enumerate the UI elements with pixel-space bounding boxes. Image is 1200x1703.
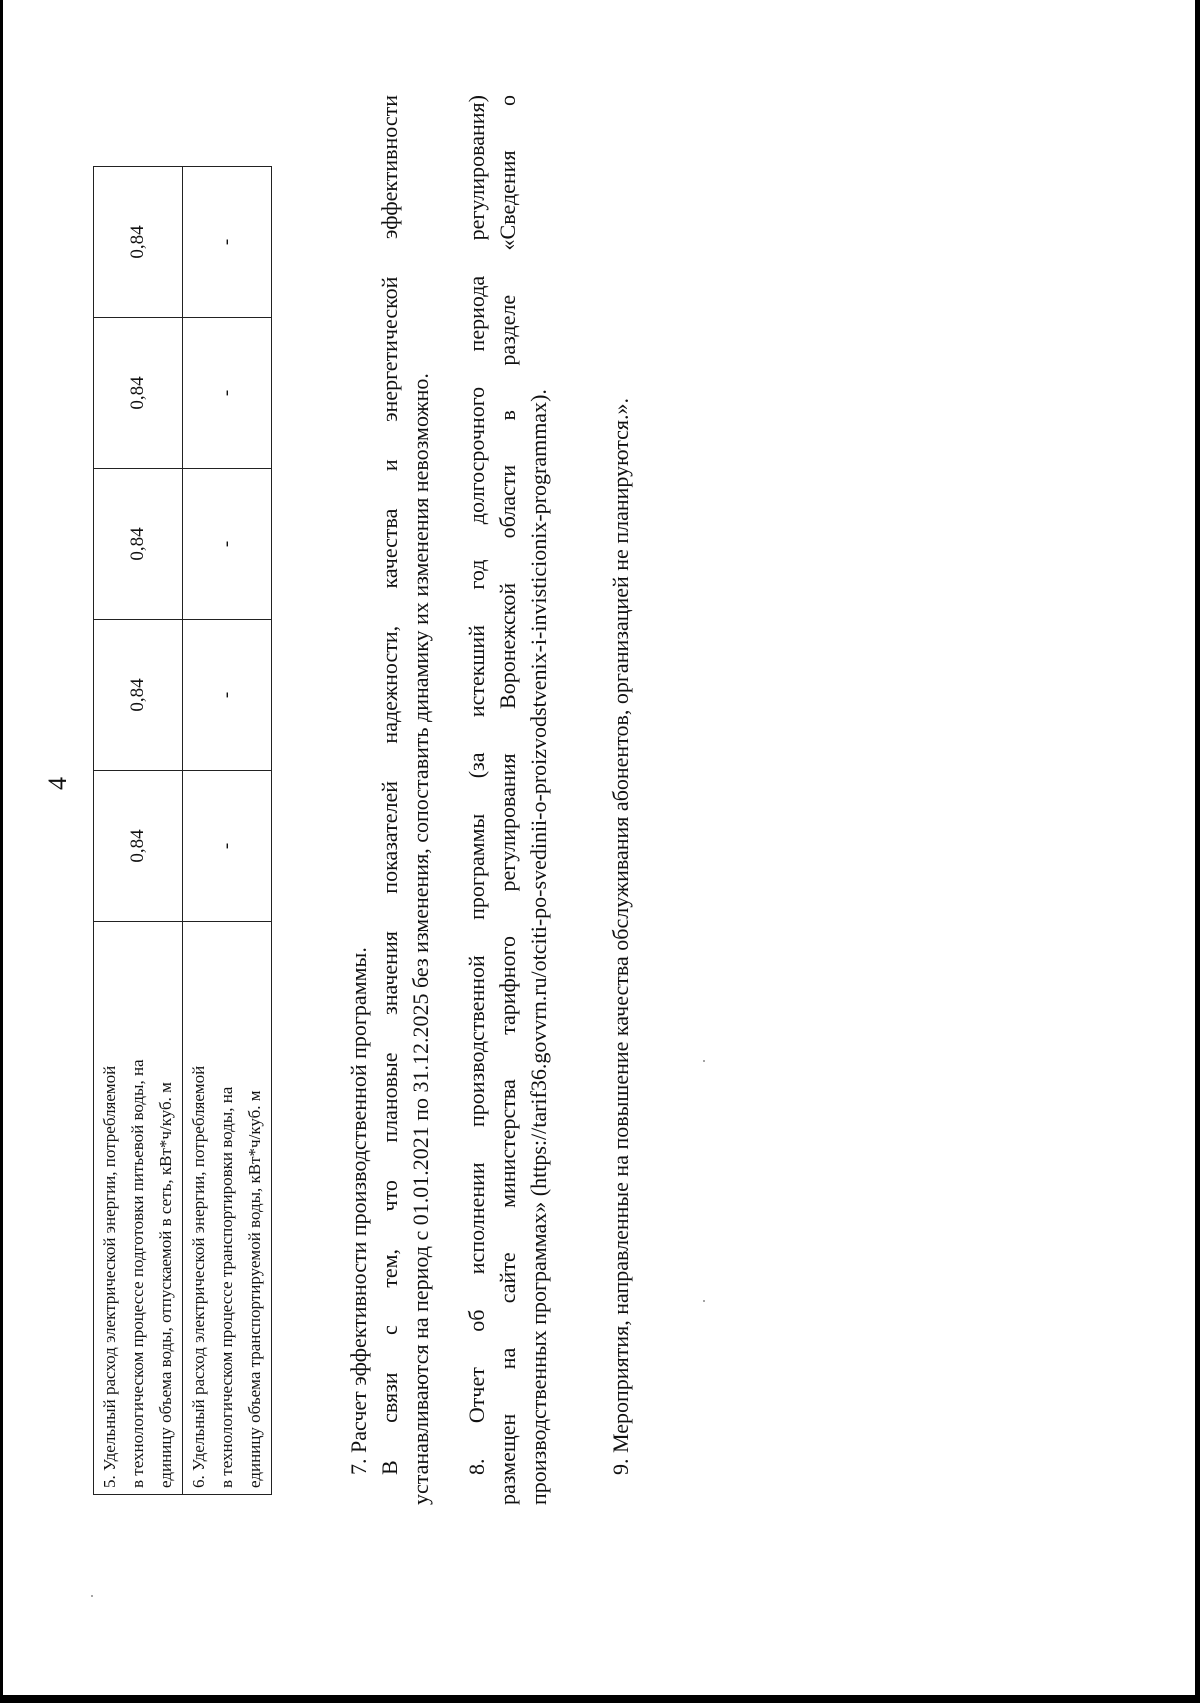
table-row [183,167,272,1495]
indicator-label-line: единицу объема транспортируемой воды, кВт*ч/куб. м [245,1090,264,1488]
indicator-value: - [183,469,272,620]
page-number: 4 [43,777,72,790]
indicator-value: 0,84 [94,167,183,318]
section-7-text: устанавливаются на период с 01.01.2021 по 31.12.2025 без изменения, сопоставить динамику их изменения невозможно. [408,373,433,1505]
section-8 [461,95,554,1505]
section-7-heading: 7. Расчет эффективности производственной программы. [346,947,371,1475]
scan-speck [703,1300,705,1302]
section-7 [343,95,436,1505]
indicator-label-line: единицу объема воды, отпускаемой в сеть, кВт*ч/куб. м [156,1082,175,1488]
section-8-text: размещен на сайте министерства тарифного регулирования Воронежской области в разделе «Сведения о [495,95,520,1505]
indicator-value: - [183,167,272,318]
indicator-label-line: в технологическом процессе подготовки питьевой воды, на [128,1059,147,1488]
indicator-value: - [183,620,272,771]
scan-speck [703,1060,705,1062]
rotated-content [43,0,1183,1590]
indicator-label-line: в технологическом процессе транспортировки воды, на [217,1086,236,1488]
indicator-value: - [183,318,272,469]
section-7-text: В связи с тем, что плановые значения показателей надежности, качества и энергетической эффективности [377,95,402,1475]
indicator-label [94,922,183,1495]
indicator-value: 0,84 [94,469,183,620]
indicator-value: 0,84 [94,318,183,469]
indicator-label-line: 5. Удельный расход электрической энергии, потребляемой [100,1065,119,1488]
section-9-text: 9. Мероприятия, направленные на повышение качества обслуживания абонентов, организацией не планируются.». [608,397,633,1475]
scan-speck [91,1595,93,1597]
indicator-value: - [183,771,272,922]
section-9 [605,95,636,1505]
indicator-label [183,922,272,1495]
section-8-link-text: производственных программах» (https://tarif36.govvrn.ru/otciti-po-svedinii-o-proizvodstvenix-i-invisticionix-programmax). [526,389,551,1505]
section-8-text: 8. Отчет об исполнении производственной программы (за истекший год долгосрочного периода регулирования) [464,95,489,1475]
indicator-value: 0,84 [94,771,183,922]
document-page [3,0,1195,1695]
table-row [94,167,183,1495]
indicator-value: 0,84 [94,620,183,771]
indicator-label-line: 6. Удельный расход электрической энергии, потребляемой [189,1065,208,1488]
indicators-table [93,166,272,1495]
